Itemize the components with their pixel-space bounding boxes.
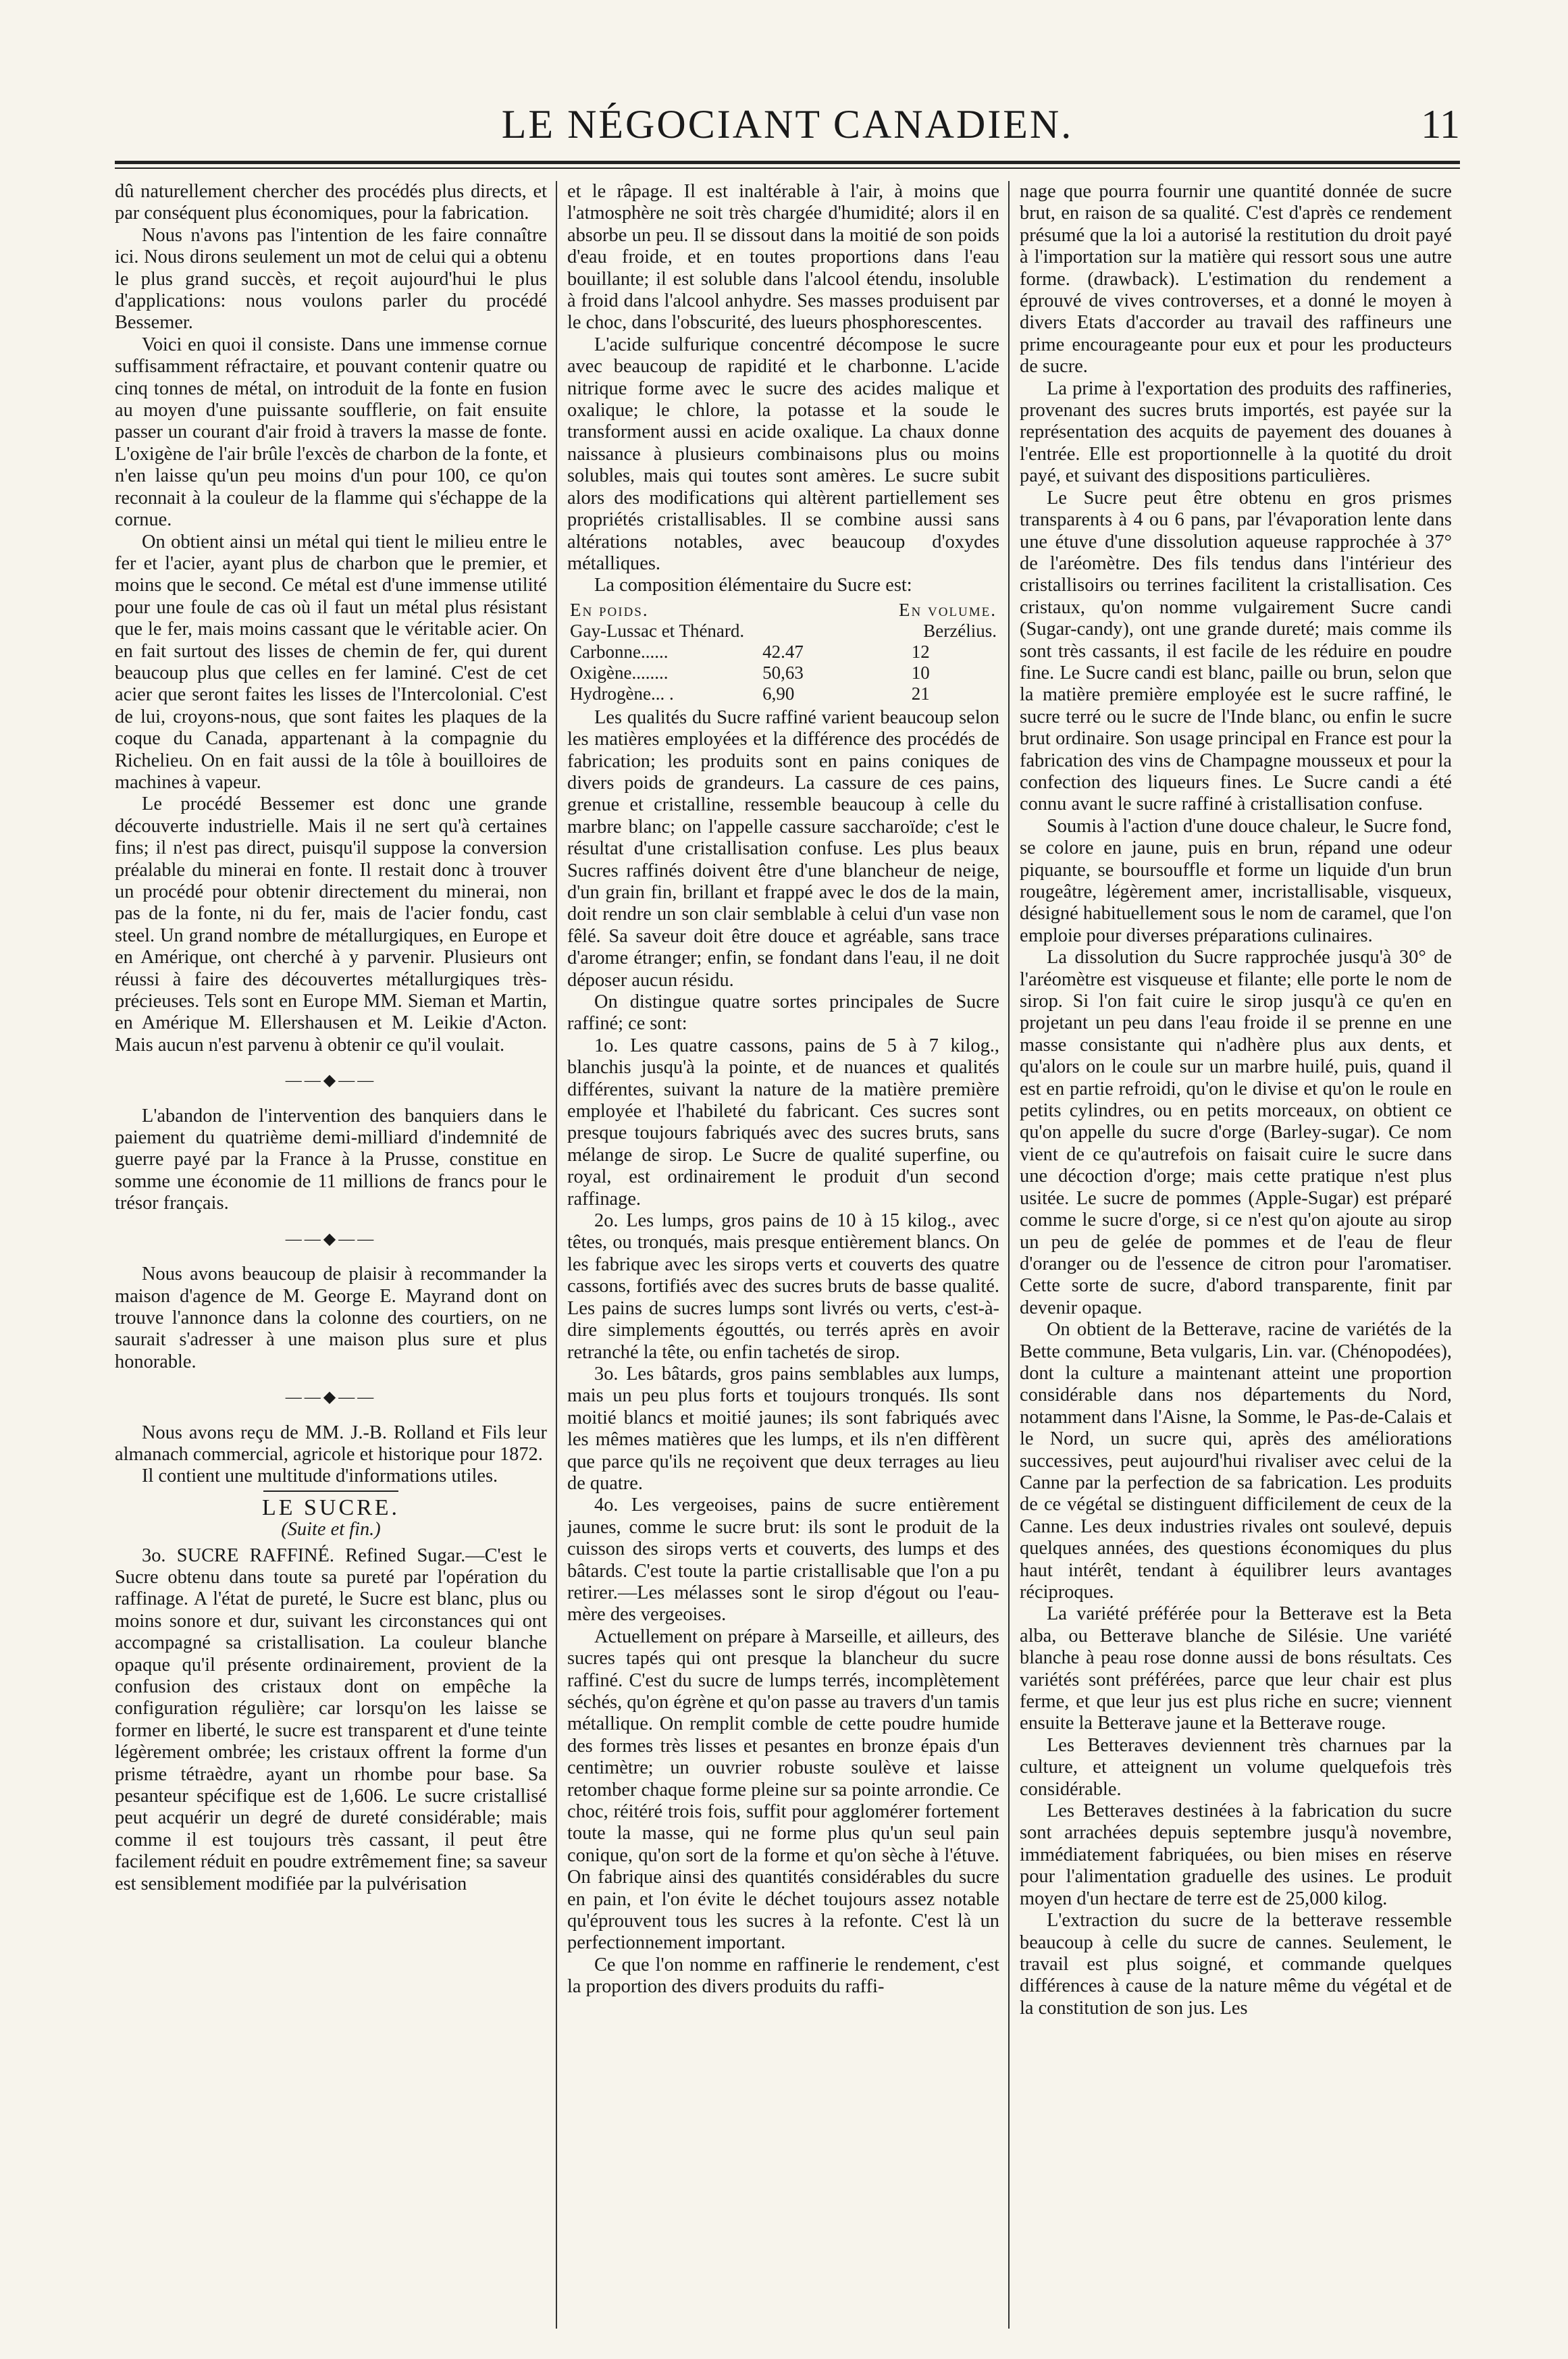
paragraph: Nous n'avons pas l'intention de les faire connaître ici. Nous dirons seulement un mot de celui qui a obtenu le plus grand succès, et reçoit aujourd'hui le plus d'applications: nous voulons parler du procédé Bessemer. [115, 224, 547, 334]
paragraph: dû naturellement chercher des procédés plus directs, et par conséquent plus économiques, pour la fabrication. [115, 181, 547, 224]
table-cell: 10 [911, 662, 930, 683]
paragraph: Le Sucre peut être obtenu en gros prismes transparents à 4 ou 6 pans, par l'évaporation lente dans une étuve d'une dissolution aqueuse rapprochée à 37° de l'aréomètre. Des fils tendus dans l'intérieur des cristallisoirs ou terrines facilitent la cristallisation. Ces cristaux, qu'on nomme vulgairement Sucre candi (Sugar-candy), ont une grande dureté; mais comme ils sont très cassants, il est facile de les réduire en poudre fine. Le Sucre candi est blanc, paille ou brun, selon que la matière première employée est le sucre raffiné, le sucre terré ou le sucre de l'Inde blanc, ou enfin le sucre brut ordinaire. Son usage principal en France est pour la fabrication des vins de Champagne mousseux et pour la confection des liqueurs fines. Le Sucre candi a été connu avant le sucre raffiné à cristallisation confuse. [1020, 487, 1452, 815]
paragraph: La composition élémentaire du Sucre est: [594, 575, 912, 596]
paragraph: 3o. SUCRE RAFFINÉ. Refined Sugar.—C'est le Sucre obtenu dans toute sa pureté par l'opération du raffinage. A l'état de pureté, le Sucre est blanc, plus ou moins sonore et dur, suivant les circonstances qui ont accompagné sa cristallisation. La couleur blanche opaque qu'il présente ordinairement, provient de la confusion des cristaux dont on empêche la configuration régulière; car lorsqu'on les laisse se former en liberté, le sucre est transparent et d'une teinte légèrement ombrée; les cristaux offrent la forme d'un prisme tétraèdre, ayant un rhombe pour base. Sa pesanteur spécifique est de 1,606. Le sucre cristallisé peut acquérir un degré de dureté considérable; mais comme il est toujours très cassant, il peut être facilement réduit en poudre extrêmement fine; sa saveur est sensiblement modifiée par la pulvérisation [115, 1545, 547, 1894]
paragraph: On obtient ainsi un métal qui tient le milieu entre le fer et l'acier, ayant plus de charbon que le premier, et moins que le second. Ce métal est d'une immense utilité pour une foule de cas où il faut un métal plus résistant que le fer, mais moins cassant que le véritable acier. On en fait surtout des lisses de chemin de fer, qui durent beaucoup plus que celles en fer laminé. C'est de cet acier que seront faites les lisses de l'Intercolonial. C'est de lui, croyons-nous, que sont faites les plaques de la coque du Canada, appartenant à la compagnie du Richelieu. On en fait aussi de la tôle à bouilloires de machines à vapeur. [115, 531, 547, 793]
paragraph: Ce que l'on nomme en raffinerie le rendement, c'est la proportion des divers produits du raffi- [567, 1954, 999, 1998]
paragraph: Les Betteraves deviennent très charnues par la culture, et atteignent un volume quelquefois très considérable. [1020, 1734, 1452, 1800]
column-2 [567, 181, 999, 2329]
header-rule-thin [115, 167, 1460, 169]
column-divider [556, 181, 557, 2329]
column-divider [1008, 181, 1010, 2329]
news-item: L'abandon de l'intervention des banquiers dans le paiement du quatrième demi-milliard d'indemnité de guerre payé par la France à la Prusse, constitue en somme une économie de 11 millions de francs pour le trésor français. [115, 1105, 547, 1214]
paragraph: 1o. Les quatre cassons, pains de 5 à 7 kilog., blanchis jusqu'à la pointe, et de nuances et qualités différentes, suivant la nature de la matière première employée et l'habileté du fabricant. Ces sucres sont presque toujours fabriqués avec des sucres bruts, sans mélange de sirop. Le Sucre de qualité superfine, ou royal, est ordinairement le produit d'un second raffinage. [567, 1035, 999, 1210]
table-subheader: Gay-Lussac et Thénard. [570, 620, 745, 641]
news-item: Il contient une multitude d'informations utiles. [142, 1466, 498, 1487]
ornament-divider: ——◆—— [285, 1072, 377, 1090]
news-item: Nous avons reçu de MM. J.-B. Rolland et Fils leur almanach commercial, agricole et historique pour 1872. [115, 1422, 547, 1465]
paragraph: 4o. Les vergeoises, pains de sucre entièrement jaunes, comme le sucre brut: ils sont le produit de la cuisson des sirops verts et couverts, des lumps et des bâtards. C'est toute la partie cristallisable que l'on a pu retirer.—Les mélasses sont le sirop d'égout ou l'eau-mère des vergeoises. [567, 1495, 999, 1626]
table-cell: Hydrogène... . [570, 683, 674, 704]
table-cell: Carbonne...... [570, 641, 669, 662]
news-item: Nous avons beaucoup de plaisir à recommander la maison d'agence de M. George E. Mayrand dont on trouve l'annonce dans la colonne des courtiers, on ne saurait s'adresser à une maison plus sure et plus honorable. [115, 1264, 547, 1372]
section-rule [263, 1490, 398, 1492]
table-subheader: Berzélius. [923, 620, 997, 641]
paragraph: La prime à l'exportation des produits des raffineries, provenant des sucres bruts importés, est payée sur la représentation des acquits de payement des douanes à l'entrée. Elle est proportionnelle à la quotité du droit payé, et suivant des dispositions particulières. [1020, 378, 1452, 487]
table-cell: 12 [911, 641, 930, 662]
table-header: En volume. [899, 599, 997, 620]
table-header: En poids. [570, 599, 649, 620]
table-row [567, 683, 999, 704]
page-number: 11 [1421, 102, 1460, 147]
paragraph: On distingue quatre sortes principales de Sucre raffiné; ce sont: [567, 991, 999, 1035]
page-header [115, 101, 1460, 155]
paragraph: 2o. Les lumps, gros pains de 10 à 15 kilog., avec têtes, ou tronqués, mais presque entièrement blancs. On les fabrique avec les sirops verts et couverts des quatre cassons, fortifiés avec des sucres bruts de basse qualité. Les pains de sucres lumps sont livrés ou verts, c'est-à-dire simplements égouttés, ou terrés après en avoir retranché la tête, ou enfin tachetés de sirop. [567, 1210, 999, 1363]
section-subtitle: (Suite et fin.) [281, 1519, 381, 1540]
paragraph: L'acide sulfurique concentré décompose le sucre avec beaucoup de rapidité et le charbonne. L'acide nitrique forme avec le sucre des acides malique et oxalique; le chlore, la potasse et la soude le transforment aussi en acide oxalique. La chaux donne naissance à plusieurs combinaisons plus ou moins solubles, mais qui toutes sont amères. Le sucre subit alors des modifications qui altèrent partiellement ses propriétés cristallisables. Il se combine aussi sans altérations notables, avec beaucoup d'oxydes métalliques. [567, 334, 999, 574]
paragraph: L'extraction du sucre de la betterave ressemble beaucoup à celle du sucre de cannes. Seulement, le travail est plus soigné, et commande quelques différences à cause de la nature même du végétal et de la constitution de son jus. Les [1020, 1910, 1452, 2019]
column-3 [1020, 181, 1452, 2329]
table-row [567, 642, 999, 663]
paragraph: Le procédé Bessemer est donc une grande découverte industrielle. Mais il ne sert qu'à certaines fins; il n'est pas direct, puisqu'il suppose la conversion préalable du minerai en fonte. Il restait donc à trouver un procédé pour obtenir directement du minerai, non pas de la fonte, ni du fer, mais de l'acier fondu, cast steel. Un grand nombre de métallurgiques, en Europe et en Amérique, ont cherché à y parvenir. Plusieurs ont réussi à faire des découvertes métallurgiques très-précieuses. Tels sont en Europe MM. Sieman et Martin, en Amérique M. Ellershausen et M. Leikie d'Acton. Mais aucun n'est parvenu à obtenir ce qu'il voulait. [115, 794, 547, 1056]
table-cell: 21 [911, 683, 930, 704]
table-cell: Oxigène........ [570, 662, 669, 683]
paragraph: La dissolution du Sucre rapprochée jusqu'à 30° de l'aréomètre est visqueuse et filante; elle porte le nom de sirop. Si l'on fait cuire le sirop jusqu'à ce qu'en en projetant un peu dans l'eau froide il se prenne en une masse consistante qui n'adhère plus aux dents, et qu'alors on le coule sur un marbre huilé, puis, quand il est en partie refroidi, qu'on le divise et qu'on le roule en petits cylindres, ou en petits morceaux, on obtient ce qu'on appelle du sucre d'orge (Barley-sugar). Ce nom vient de ce qu'autrefois on faisait cuire le sucre dans une décoction d'orge; mais cette pratique n'est plus usitée. Le sucre de pommes (Apple-Sugar) est préparé comme le sucre d'orge, si ce n'est qu'on ajoute au sirop un peu de gelée de pommes et de l'eau de fleur d'oranger ou de l'essence de citron pour l'aromatiser. Cette sorte de sucre, d'abord transparente, finit par devenir opaque. [1020, 947, 1452, 1318]
table-cell: 50,63 [762, 662, 804, 683]
column-1 [115, 181, 547, 2329]
table-cell: 42.47 [762, 641, 804, 662]
paragraph: La variété préférée pour la Betterave est la Beta alba, ou Betterave blanche de Silésie. Une variété blanche à peau rose donne aussi de bons résultats. Ces variétés sont préférées, parce que leur chair est plus ferme, et que leur jus est plus riche en sucre; viennent ensuite la Betterave jaune et la Betterave rouge. [1020, 1603, 1452, 1734]
paragraph: Les Betteraves destinées à la fabrication du sucre sont arrachées depuis septembre jusqu'à novembre, immédiatement fabriquées, ou bien mises en réserve pour l'alimentation graduelle des usines. Le produit moyen d'un hectare de terre est de 25,000 kilog. [1020, 1800, 1452, 1909]
header-rule [115, 161, 1460, 164]
paragraph: et le râpage. Il est inaltérable à l'air, à moins que l'atmosphère ne soit très chargée d'humidité; alors il en absorbe un peu. Il se dissout dans la moitié de son poids d'eau froide, et en toutes proportions dans l'eau bouillante; il est soluble dans l'alcool étendu, insoluble à froid dans l'alcool anhydre. Ses masses produisent par le choc, dans l'obscurité, des lueurs phosphorescentes. [567, 181, 999, 334]
paragraph: Actuellement on prépare à Marseille, et ailleurs, des sucres tapés qui ont presque la blancheur du sucre raffiné. C'est du sucre de lumps terrés, incomplètement séchés, qu'on égrène et qu'on passe au travers d'un tamis métallique. On remplit comble de cette poudre humide des formes très lisses et pesantes en bronze épais d'un centimètre; un ouvrier robuste soulève et laisse retomber chaque forme pleine sur sa pointe arrondie. Ce choc, réitéré trois fois, suffit pour agglomérer fortement toute la masse, qui ne forme plus qu'un seul pain conique, qu'on sort de la forme et qu'on sèche à l'étuve. On fabrique ainsi des quantités considérables du sucre en pain, et l'on évite le déchet toujours assez notable qu'éprouvent tous les sucres à la refonte. C'est là un perfectionnement important. [567, 1626, 999, 1954]
table-cell: 6,90 [762, 683, 795, 704]
ornament-divider: ——◆—— [285, 1230, 377, 1248]
paragraph: nage que pourra fournir une quantité donnée de sucre brut, en raison de sa qualité. C'est d'après ce rendement présumé que la loi a autorisé la restitution du droit payé à l'importation sur la matière qui ressort sous une autre forme. (drawback). L'estimation du rendement a éprouvé de vives controverses, et a donné le moyen à divers Etats d'accorder au travail des raffineurs une prime encourageante pour eux et pour les producteurs de sucre. [1020, 181, 1452, 378]
ornament-divider: ——◆—— [285, 1389, 377, 1407]
section-title: LE SUCRE. [261, 1495, 400, 1520]
table-row [567, 663, 999, 683]
running-title: LE NÉGOCIANT CANADIEN. [501, 102, 1074, 147]
paragraph: Voici en quoi il consiste. Dans une immense cornue suffisamment réfractaire, et pouvant contenir quatre ou cinq tonnes de métal, on introduit de la fonte en fusion au moyen d'une puissante soufflerie, on fait ensuite passer un courant d'air froid à travers la masse de fonte. L'oxigène de l'air brûle l'excès de charbon de la fonte, et n'en laisse qu'un peu moins d'un pour 100, ce qu'on reconnait à la couleur de la flamme qui s'échappe de la cornue. [115, 334, 547, 531]
paragraph: On obtient de la Betterave, racine de variétés de la Bette commune, Beta vulgaris, Lin. var. (Chénopodées), dont la culture a maintenant atteint une proportion considérable dans nos départements du Nord, notamment dans l'Aisne, la Somme, le Pas-de-Calais et le Nord, un sucre qui, après des améliorations successives, peut aujourd'hui rivaliser avec celui de la Canne par la perfection de sa fabrication. Les produits de ce végétal se distinguent difficilement de ceux de la Canne. Les deux industries rivales ont soulevé, depuis quelques années, des questions économiques du plus haut intérêt, tendant à équilibrer leurs avantages réciproques. [1020, 1319, 1452, 1603]
paragraph: Les qualités du Sucre raffiné varient beaucoup selon les matières employées et la différence des procédés de fabrication; les produits sont en pains coniques de divers poids de grandeurs. La cassure de ces pains, grenue et cristalline, ressemble beaucoup à celle du marbre blanc; on l'appelle cassure saccharoïde; c'est le résultat d'une cristallisation confuse. Les plus beaux Sucres raffinés doivent être d'une blancheur de neige, d'un grain fin, brillant et frappé avec le dos de la main, doit rendre un son clair semblable à celui d'un vase non fêlé. Sa saveur doit être douce et agréable, sans trace d'arome étranger; enfin, se fondant dans l'eau, il ne doit déposer aucun résidu. [567, 706, 999, 991]
paragraph: Soumis à l'action d'une douce chaleur, le Sucre fond, se colore en jaune, puis en brun, répand une odeur piquante, se boursouffle et forme un liquide d'un brun rougeâtre, légèrement amer, incristallisable, visqueux, désigné habituellement sous le nom de caramel, que l'on emploie pour diverses préparations culinaires. [1020, 815, 1452, 946]
paragraph: 3o. Les bâtards, gros pains semblables aux lumps, mais un peu plus forts et toujours tronqués. Ils sont moitié blancs et moitié jaunes; ils sont fabriqués avec les mêmes matières que les lumps, et ils n'en diffèrent que parce qu'ils ne reçoivent que deux terrages au lieu de quatre. [567, 1363, 999, 1494]
composition-table [567, 600, 999, 704]
